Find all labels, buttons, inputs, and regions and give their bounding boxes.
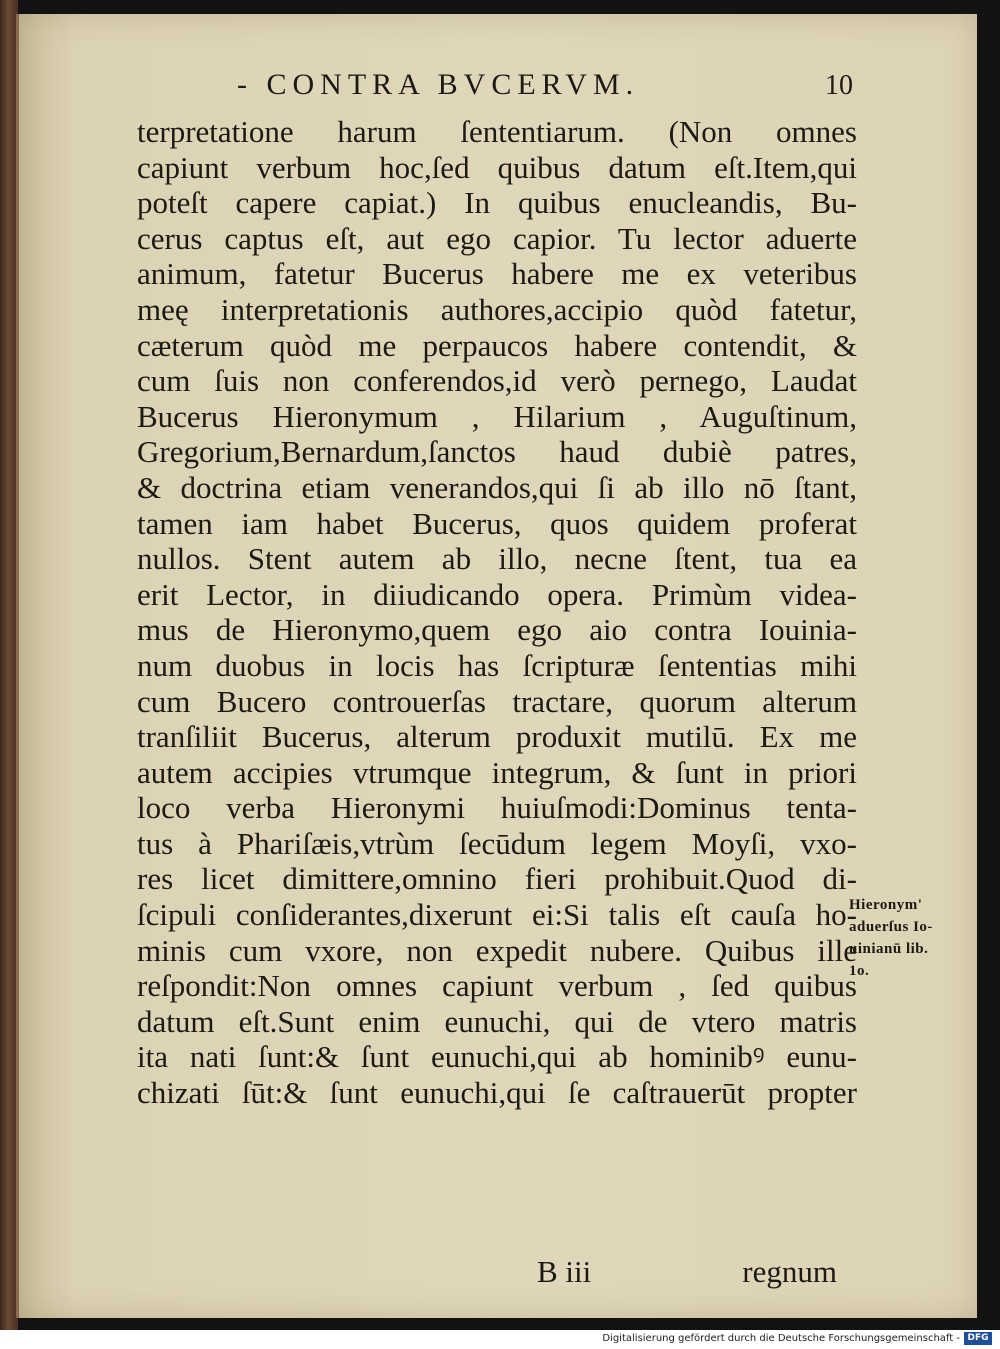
marginal-note-line: aduerſus Io-	[849, 919, 933, 935]
text-line: tranſiliit Bucerus, alterum produxit mutilū. Ex me	[137, 719, 857, 755]
body-text	[137, 114, 857, 1111]
marginal-note-line: uinianū lib.	[849, 941, 929, 957]
text-line: meę interpretationis authores,accipio quòd fatetur,	[137, 291, 857, 327]
text-line: res licet dimittere,omnino fieri prohibuit.Quod di-	[137, 861, 857, 897]
text-line: terpretatione harum ſententiarum. (Non omnes	[137, 114, 857, 149]
text-line: capiunt verbum hoc,ſed quibus datum eſt.Item,qui	[137, 149, 857, 185]
footer-line	[137, 1254, 837, 1294]
book-page	[16, 14, 977, 1318]
text-line: Bucerus Hieronymum , Hilarium , Auguſtinum,	[137, 398, 857, 434]
marginal-note-line: Hieronym'	[849, 897, 923, 913]
text-line: cerus captus eſt, aut ego capior. Tu lector aduerte	[137, 220, 857, 256]
running-title: - CONTRA BVCERVM.	[237, 68, 640, 101]
text-line: poteſt capere capiat.) In quibus enucleandis, Bu-	[137, 185, 857, 221]
text-line: chizati ſūt:& ſunt eunuchi,qui ſe caſtrauerūt propter	[137, 1075, 857, 1111]
text-line: minis cum vxore, non expedit nubere. Quibus ille	[137, 932, 857, 968]
page-number: 10	[825, 70, 853, 101]
text-line: Gregorium,Bernardum,ſanctos haud dubiè patres,	[137, 434, 857, 470]
text-line: cum ſuis non conferendos,id verò pernego, Laudat	[137, 363, 857, 399]
text-line: erit Lector, in diiudicando opera. Primùm videa-	[137, 576, 857, 612]
text-line: tus à Phariſæis,vtrùm ſecūdum legem Moyſi, vxo-	[137, 825, 857, 861]
marginal-note-line: 1o.	[849, 963, 870, 979]
text-line: ſcipuli conſiderantes,dixerunt ei:Si talis eſt cauſa ho-	[137, 897, 857, 933]
text-line: nullos. Stent autem ab illo, necne ſtent, tua ea	[137, 541, 857, 577]
text-line: & doctrina etiam venerandos,qui ſi ab illo nō ſtant,	[137, 469, 857, 505]
signature-mark: B iii	[537, 1254, 592, 1289]
text-line: tamen iam habet Bucerus, quos quidem proferat	[137, 505, 857, 541]
text-line: reſpondit:Non omnes capiunt verbum , ſed quibus	[137, 968, 857, 1004]
catchword: regnum	[742, 1254, 837, 1289]
text-line: num duobus in locis has ſcripturæ ſententias mihi	[137, 647, 857, 683]
text-line: datum eſt.Sunt enim eunuchi, qui de vtero matris	[137, 1003, 857, 1039]
text-line: autem accipies vtrumque integrum, & ſunt in priori	[137, 754, 857, 790]
marginal-note	[849, 894, 974, 982]
text-line: cæterum quòd me perpaucos habere contendit, &	[137, 327, 857, 363]
text-line: animum, fatetur Bucerus habere me ex veteribus	[137, 256, 857, 292]
credit-text: Digitalisierung gefördert durch die Deutsche Forschungsgemeinschaft -	[602, 1333, 960, 1344]
dfg-logo: DFG	[964, 1332, 992, 1345]
text-line: cum Bucero controuerſas tractare, quorum alterum	[137, 683, 857, 719]
text-line: mus de Hieronymo,quem ego aio contra Iouinia-	[137, 612, 857, 648]
text-line: ita nati ſunt:& ſunt eunuchi,qui ab hominibꝰ eunu-	[137, 1039, 857, 1075]
text-line: loco verba Hieronymi huiuſmodi:Dominus tenta-	[137, 790, 857, 826]
